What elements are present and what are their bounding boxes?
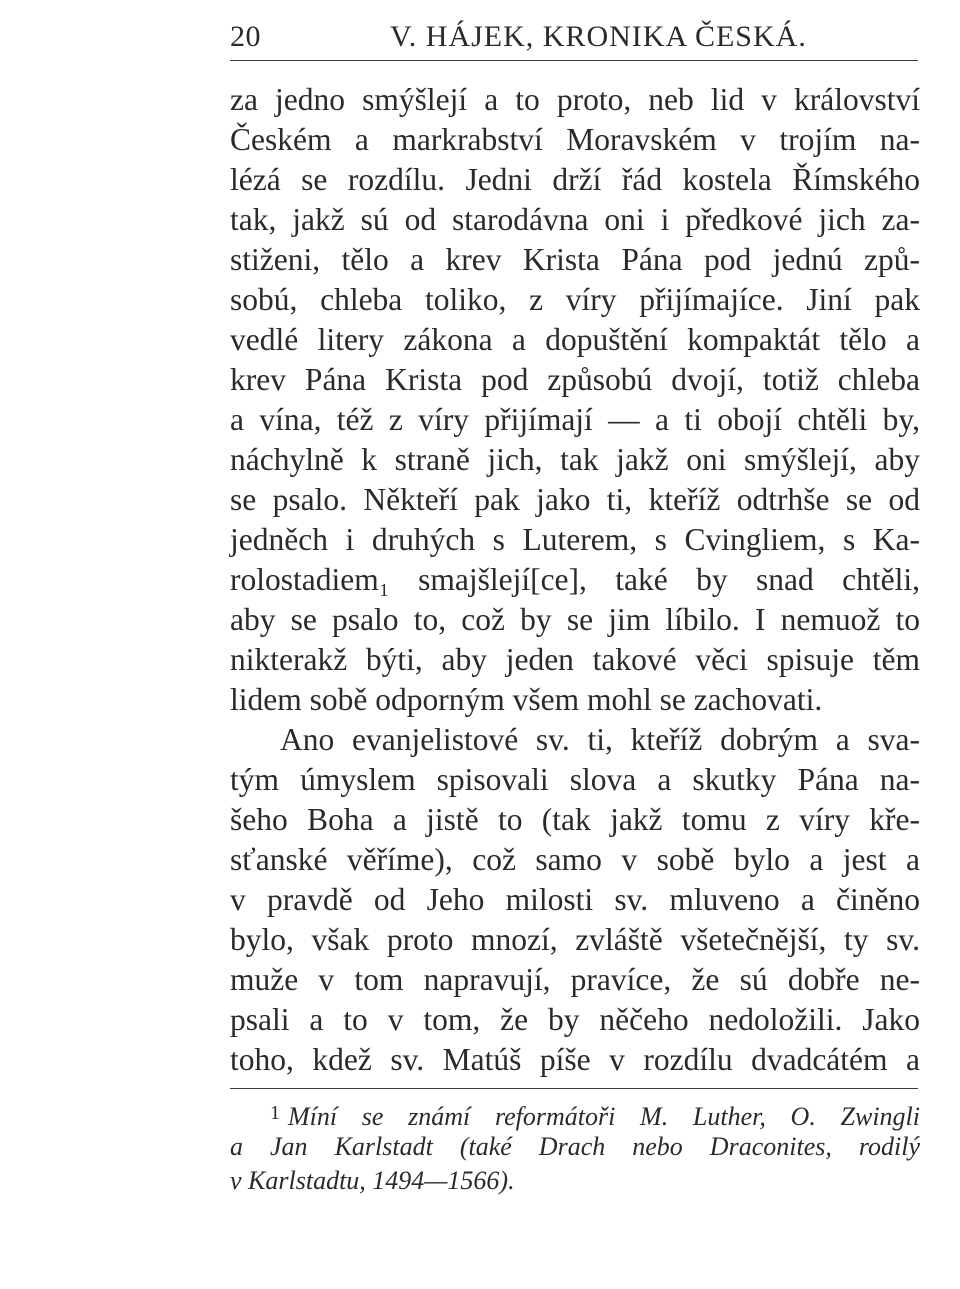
footnote-text: Míní se známí reformátoři M. Luther, O. Zwingli bbox=[288, 1102, 920, 1131]
text-line: šeho Boha a jistě to (tak jakž tomu z víry kře- bbox=[230, 802, 920, 837]
footnote-line bbox=[230, 1096, 920, 1130]
footnote bbox=[230, 1096, 920, 1198]
text-line: Ano evanjelistové sv. ti, kteříž dobrým a sva- bbox=[280, 722, 920, 757]
header-rule bbox=[230, 60, 918, 61]
text-line: tým úmyslem spisovali slova a skutky Pána na- bbox=[230, 762, 920, 797]
body-text bbox=[230, 80, 920, 1080]
footnote-line: a Jan Karlstadt (také Drach nebo Draconites, rodilý bbox=[230, 1132, 920, 1161]
text-line: za jedno smýšlejí a to proto, neb lid v království bbox=[230, 82, 920, 117]
text-line: stiženi, tělo a krev Krista Pána pod jednú způ- bbox=[230, 242, 920, 277]
text-line: bylo, však proto mnozí, zvláště všetečnější, ty sv. bbox=[230, 922, 920, 957]
text-line: lézá se rozdílu. Jedni drží řád kostela Římského bbox=[230, 162, 920, 197]
text-line: rolostadiem₁ smajšlejí[ce], také by snad chtěli, bbox=[230, 562, 920, 597]
text-line: Českém a markrabství Moravském v trojím na- bbox=[230, 122, 920, 157]
text-line: aby se psalo to, což by se jim líbilo. I nemuož to bbox=[230, 602, 920, 637]
text-line: tak, jakž sú od starodávna oni i předkové jich za- bbox=[230, 202, 920, 237]
footnote-rule bbox=[230, 1088, 918, 1089]
text-line: a vína, též z víry přijímají — a ti obojí chtěli by, bbox=[230, 402, 920, 437]
page-number: 20 bbox=[230, 20, 261, 53]
text-line: vedlé litery zákona a dopuštění kompaktát tělo a bbox=[230, 322, 920, 357]
text-line: muže v tom napravují, pravíce, že sú dobře ne- bbox=[230, 962, 920, 997]
text-line: náchylně k straně jich, tak jakž oni smýšlejí, aby bbox=[230, 442, 920, 477]
text-line: sobú, chleba toliko, z víry přijímajíce. Jiní pak bbox=[230, 282, 920, 317]
text-line: krev Pána Krista pod způsobú dvojí, totiž chleba bbox=[230, 362, 920, 397]
text-line: nikterakž býti, aby jeden takové věci spisuje těm bbox=[230, 642, 920, 677]
footnote-line: v Karlstadtu, 1494—1566). bbox=[230, 1166, 515, 1195]
text-line: jedněch i druhých s Luterem, s Cvingliem, s Ka- bbox=[230, 522, 920, 557]
text-line: v pravdě od Jeho milosti sv. mluveno a činěno bbox=[230, 882, 920, 917]
text-line: se psalo. Někteří pak jako ti, kteříž odtrhše se od bbox=[230, 482, 920, 517]
running-title: V. HÁJEK, KRONIKA ČESKÁ. bbox=[390, 20, 807, 53]
text-line: psali a to v tom, že by něčeho nedoložili. Jako bbox=[230, 1002, 920, 1037]
text-line: toho, kdež sv. Matúš píše v rozdílu dvadcátém a bbox=[230, 1042, 920, 1077]
text-line: sťanské věříme), což samo v sobě bylo a jest a bbox=[230, 842, 920, 877]
footnote-mark: 1 bbox=[270, 1102, 280, 1124]
text-line: lidem sobě odporným všem mohl se zachovati. bbox=[230, 682, 823, 717]
page-header bbox=[230, 18, 930, 58]
